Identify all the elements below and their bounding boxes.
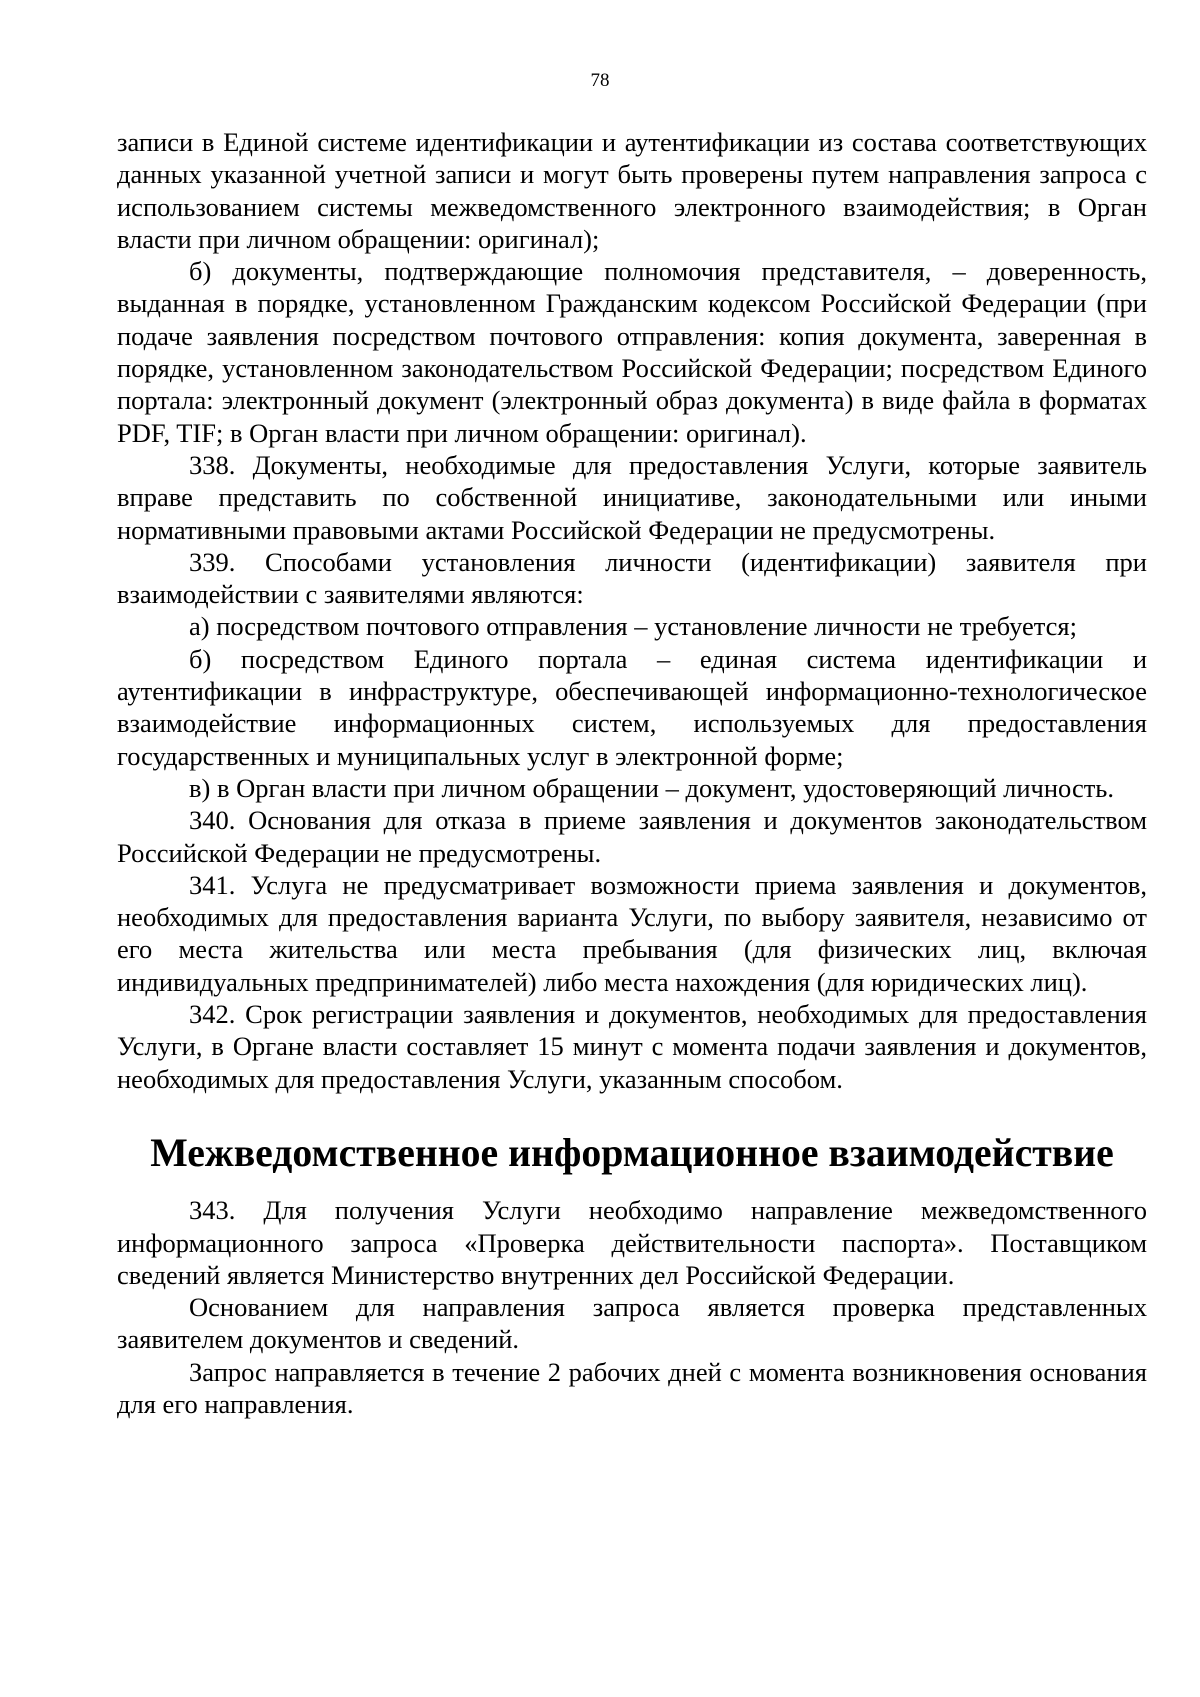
paragraph-339-c: в) в Орган власти при личном обращении – документ, удостоверяющий личность.: [189, 772, 1115, 803]
paragraph-343: 343. Для получения Услуги необходимо направление межведомственного информационного запроса «Проверка действительности паспорта». Поставщиком сведений является Министерство внутренних дел Российской Федерации.: [117, 1195, 1147, 1290]
paragraph-342: 342. Срок регистрации заявления и документов, необходимых для предоставления Услуги, в Органе власти составляет 15 минут с момента подачи заявления и документов, необходимых для предоставления Услуги, указанным способом.: [117, 999, 1147, 1094]
section-heading: Межведомственное информационное взаимодействие: [150, 1130, 1114, 1175]
paragraph-339: 339. Способами установления личности (идентификации) заявителя при взаимодействии с заявителями являются:: [117, 546, 1147, 610]
paragraph-item-b-authority-docs: б) документы, подтверждающие полномочия представителя, – доверенность, выданная в порядке, установленном Гражданским кодексом Российской Федерации (при подаче заявления посредством почтового отправления: копия документа, заверенная в порядке, установленном законодательством Российской Федерации; посредством Единого портала: электронный документ (электронный образ документа) в виде файла в форматах PDF, TIF; в Орган власти при личном обращении: оригинал).: [117, 256, 1147, 448]
paragraph-341: 341. Услуга не предусматривает возможности приема заявления и документов, необходимых для предоставления варианта Услуги, по выбору заявителя, независимо от его места жительства или места пребывания (для физических лиц, включая индивидуальных предпринимателей) либо места нахождения (для юридических лиц).: [117, 869, 1147, 997]
paragraph-continuation: записи в Единой системе идентификации и аутентификации из состава соответствующих данных указанной учетной записи и могут быть проверены путем направления запроса с использованием системы межведомственного электронного взаимодействия; в Орган власти при личном обращении: оригинал);: [117, 127, 1147, 254]
paragraph-339-b: б) посредством Единого портала – единая система идентификации и аутентификации в инфраструктуре, обеспечивающей информационно-технологическое взаимодействие информационных систем, используемых для предоставления государственных и муниципальных услуг в электронной форме;: [117, 643, 1147, 771]
page-number: 78: [590, 70, 610, 91]
document-body: [117, 126, 1147, 1420]
paragraph-request-basis: Основанием для направления запроса является проверка представленных заявителем документов и сведений.: [117, 1292, 1147, 1355]
paragraph-338: 338. Документы, необходимые для предоставления Услуги, которые заявитель вправе представить по собственной инициативе, законодательными или иными нормативными правовыми актами Российской Федерации не предусмотрены.: [117, 449, 1147, 545]
paragraph-request-deadline: Запрос направляется в течение 2 рабочих дней с момента возникновения основания для его направления.: [117, 1356, 1147, 1419]
paragraph-340: 340. Основания для отказа в приеме заявления и документов законодательством Российской Федерации не предусмотрены.: [117, 805, 1147, 868]
paragraph-339-a: а) посредством почтового отправления – установление личности не требуется;: [189, 611, 1077, 642]
